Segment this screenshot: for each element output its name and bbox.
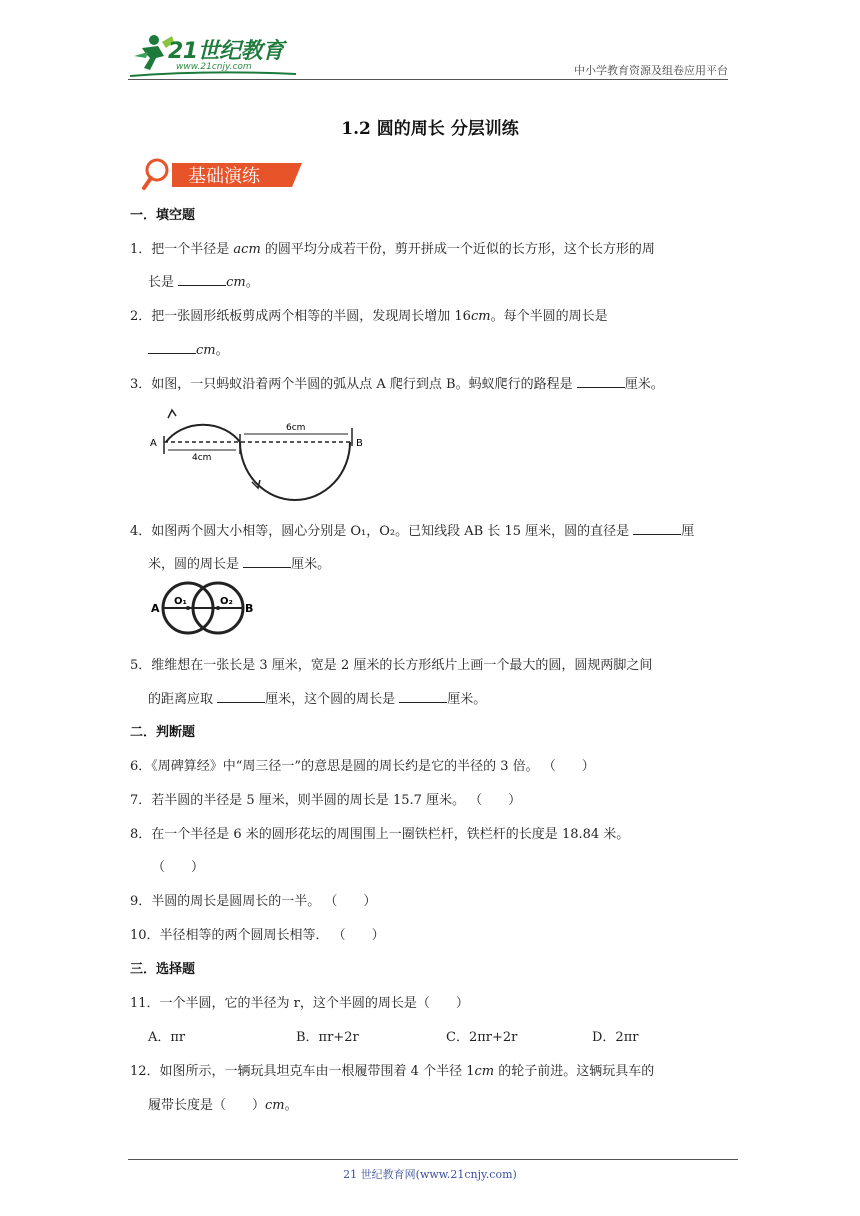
section-fill-blank: 一．填空题 (130, 208, 196, 223)
section-true-false: 二．判断题 (130, 725, 196, 740)
question-8-line-1: 8．在一个半径是 6 米的圆形花坛的周围围上一圈铁栏杆，铁栏杆的长度是 18.84 米。 (130, 827, 630, 842)
question-2-line-2: cm。 (148, 339, 229, 358)
question-7: 7．若半圆的半径是 5 厘米，则半圆的周长是 15.7 厘米。 （ ） (130, 793, 522, 808)
figure-two-circles (148, 578, 268, 640)
question-5-line-1: 5．维维想在一张长是 3 厘米，宽是 2 厘米的长方形纸片上画一个最大的圆，圆规两脚之间 (130, 658, 653, 673)
option-c[interactable]: C．2πr+2r (446, 1030, 518, 1045)
logo-url: www.21cnjy.com (176, 62, 252, 72)
question-12-line-1: 12．如图所示，一辆玩具坦克车由一根履带围着 4 个半径 1cm 的轮子前进。这辆玩具车的 (130, 1064, 655, 1079)
answer-blank[interactable] (217, 690, 265, 703)
section-banner (142, 155, 312, 195)
page-title: 1.2 圆的周长 分层训练 (341, 119, 519, 139)
question-4-line-2: 米，圆的周长是 厘米。 (148, 557, 331, 572)
section-multiple-choice: 三．选择题 (130, 962, 196, 977)
question-11: 11．一个半圆，它的半径为 r，这个半圆的周长是（ ） (130, 996, 469, 1011)
figure-label-b: B (356, 438, 363, 449)
header-divider (128, 79, 728, 80)
figure-label-b: B (245, 602, 254, 615)
figure-label-o1: O₁ (174, 596, 187, 607)
figure-label-a: A (151, 602, 160, 615)
figure-semicircles (148, 398, 368, 508)
figure-dimension-4cm: 4cm (192, 453, 212, 463)
question-10: 10．半径相等的两个圆周长相等． （ ） (130, 928, 385, 943)
option-a[interactable]: A．πr (148, 1030, 186, 1045)
question-12-line-2: 履带长度是（ ）cm。 (148, 1098, 298, 1113)
page-header (128, 32, 728, 80)
logo-text: 21世纪教育 (168, 39, 284, 64)
option-d[interactable]: D．2πr (592, 1030, 639, 1045)
answer-blank[interactable] (633, 522, 681, 535)
question-3-line-1: 3．如图，一只蚂蚁沿着两个半圆的弧从点 A 爬行到点 B。蚂蚁爬行的路程是 厘米。 (130, 377, 664, 392)
question-2-line-1: 2．把一张圆形纸板剪成两个相等的半圆，发现周长增加 16cm。每个半圆的周长是 (130, 309, 608, 324)
answer-blank[interactable] (399, 690, 447, 703)
option-b[interactable]: B．πr+2r (296, 1030, 359, 1045)
figure-dimension-6cm: 6cm (286, 423, 306, 433)
question-6: 6．《周碑算经》中“周三径一”的意思是圆的周长约是它的半径的 3 倍。 （ ） (130, 759, 595, 774)
question-1-line-2: 长是 cm。 (148, 275, 259, 290)
answer-blank[interactable] (243, 555, 291, 568)
answer-blank[interactable] (148, 341, 196, 354)
question-4-line-1: 4．如图两个圆大小相等，圆心分别是 O₁，O₂。已知线段 AB 长 15 厘米，圆的直径是 厘 (130, 524, 695, 539)
question-1-line-1: 1．把一个半径是 acm 的圆平均分成若干份，剪开拼成一个近似的长方形，这个长方形的周 (130, 242, 655, 257)
footer-divider (128, 1159, 738, 1160)
question-8-line-2: （ ） (152, 860, 205, 875)
figure-label-o2: O₂ (220, 596, 233, 607)
figure-label-a: A (150, 438, 157, 449)
question-5-line-2: 的距离应取 厘米，这个圆的周长是 厘米。 (148, 692, 487, 707)
question-9: 9．半圆的周长是圆周长的一半。 （ ） (130, 894, 377, 909)
header-platform-text: 中小学教育资源及组卷应用平台 (574, 64, 728, 77)
footer-text: 21 世纪教育网(www.21cnjy.com) (343, 1168, 517, 1181)
banner-label: 基础演练 (188, 166, 260, 187)
answer-blank[interactable] (178, 273, 226, 286)
answer-blank[interactable] (577, 375, 625, 388)
